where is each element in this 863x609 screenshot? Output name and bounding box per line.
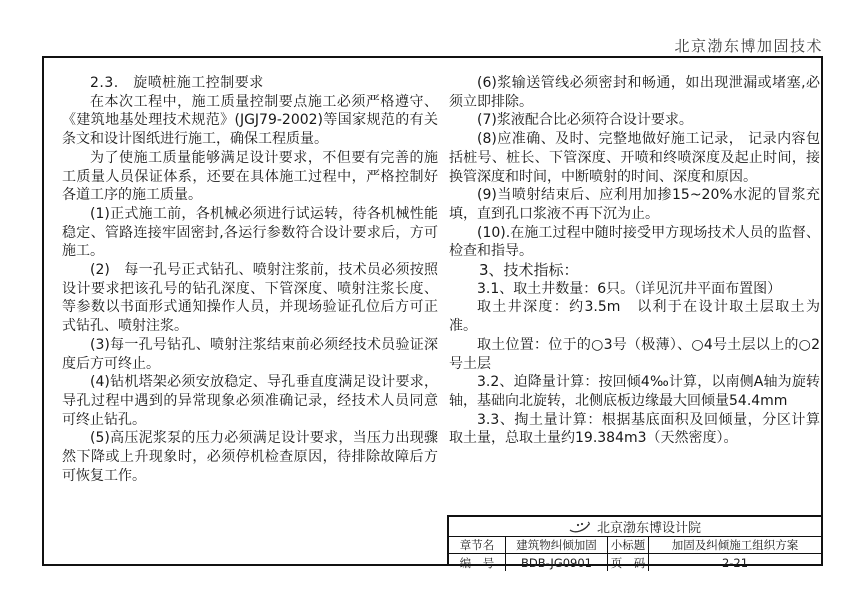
chapter-label: 章节名: [449, 537, 506, 554]
paragraph: (7)浆液配合比必须符合设计要求。: [477, 112, 693, 129]
tech-item: 取土井深度：约3.5m 以利于在设计取土层取土为准。: [449, 299, 820, 335]
section-2-3-heading: 2.3. 旋喷桩施工控制要求: [90, 75, 264, 91]
tech-item: 3.2、迫降量计算：按回倾4‰计算，以南侧A轴为旋转轴，基础向北旋转，北侧底板边缘最大回倾量54.4mm: [449, 374, 820, 409]
page-label: 页 码: [608, 554, 649, 571]
institute-name: 北京渤东博设计院: [596, 521, 701, 536]
paragraph: (4)钻机塔架必须安放稳定、导孔垂直度满足设计要求，导孔过程中遇到的异常现象必须准确记录，经技术人员同意可终止钻孔。: [62, 374, 438, 428]
document-frame: [42, 56, 823, 570]
right-column: [449, 74, 820, 448]
title-block-institute-row: [449, 517, 821, 537]
paragraph: (10).在施工过程中随时接受甲方现场技术人员的监督、检查和指导。: [449, 224, 820, 260]
number-value: BDB-JG0901: [506, 554, 608, 571]
title-block-table: [449, 537, 821, 571]
tech-item: 3.1、取土井数量：6只。（详见沉井平面布置图）: [477, 280, 782, 297]
paragraph: (3)每一孔号钻孔、喷射注浆结束前必须经技术员验证深度后方可终止。: [62, 336, 438, 372]
paragraph: 为了使施工质量能够满足设计要求，不但要有完善的施工质量人员保证体系，还要在具体施工过程中，严格控制好各道工序的施工质量。: [62, 149, 438, 204]
tech-item: 3.3、掏土量计算：根据基底面积及回倾量，分区计算取土量，总取土量约19.384m3（天然密度）。: [449, 411, 820, 447]
page-value: 2-21: [721, 555, 749, 570]
chapter-value: 建筑物纠倾加固: [506, 537, 608, 554]
tech-item: 取土位置：位于的○3号（极薄）、○4号土层以上的○2号土层: [449, 336, 820, 372]
paragraph: (5)高压泥浆泵的压力必须满足设计要求，当压力出现骤然下降或上升现象时，必须停机检查原因，待排除故障后方可恢复工作。: [62, 430, 438, 484]
paragraph: (6)浆输送管线必须密封和畅通，如出现泄漏或堵塞,必须立即排除。: [449, 75, 820, 110]
paragraph: (2) 每一孔号正式钻孔、喷射注浆前，技术员必须按照设计要求把该孔号的钻孔深度、下管深度、喷射注浆长度、等参数以书面形式通知操作人员，并现场验证孔位后方可正式钻孔、喷射注浆。: [62, 262, 438, 335]
section-3-heading: 3、技术指标：: [479, 261, 579, 280]
left-column: [62, 74, 438, 485]
paragraph: (9)当喷射结束后、应利用加掺15~20%水泥的冒浆充填，直到孔口浆液不再下沉为止。: [449, 187, 820, 222]
paragraph: 在本次工程中，施工质量控制要点施工必须严格遵守、《建筑地基处理技术规范》(JGJ79-2002)等国家规范的有关条文和设计图纸进行施工，确保工程质量。: [62, 93, 438, 148]
header-brand: 北京渤东博加固技术: [674, 37, 823, 55]
title-block: [447, 515, 823, 570]
number-label: 编 号: [449, 554, 506, 571]
paragraph: (1)正式施工前，各机械必须进行试运转，待各机械性能稳定、管路连接牢固密封,各运行参数符合设计要求后，方可施工。: [62, 205, 438, 260]
institute-logo-icon: [569, 521, 591, 533]
subtitle-value: 加固及纠倾施工组织方案: [649, 537, 821, 554]
subtitle-label: 小标题: [608, 537, 649, 554]
paragraph: (8)应准确、及时、完整地做好施工记录， 记录内容包括桩号、桩长、下管深度、开喷和终喷深度及起止时间，接换管深度和时间，中断喷射的时间、深度和原因。: [449, 131, 820, 185]
